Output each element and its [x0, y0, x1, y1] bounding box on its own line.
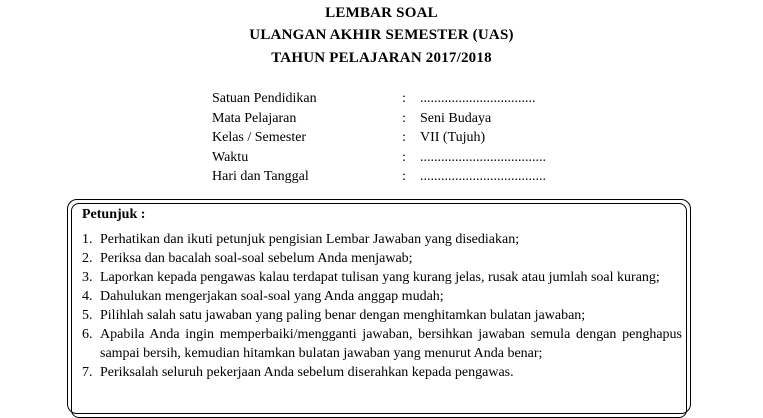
instruction-item	[82, 325, 682, 363]
instruction-text: Pilihlah salah satu jawaban yang paling benar dengan menghitamkan bulatan jawaban;	[100, 308, 586, 323]
info-colon: :	[402, 149, 406, 165]
instruction-number: 3.	[82, 270, 93, 285]
info-value: VII (Tujuh)	[420, 130, 486, 145]
instruction-text: Laporkan kepada pengawas kalau terdapat tulisan yang kurang jelas, rusak atau jumlah soal kurang;	[100, 270, 660, 285]
instruction-number: 6.	[82, 327, 93, 342]
instructions-list	[82, 230, 682, 382]
instruction-number: 5.	[82, 308, 93, 323]
info-colon: :	[402, 169, 406, 184]
exam-name: ULANGAN AKHIR SEMESTER (UAS)	[249, 27, 514, 43]
instruction-text: Perhatikan dan ikuti petunjuk pengisian Lembar Jawaban yang disediakan;	[100, 232, 520, 247]
instruction-number: 1.	[82, 232, 93, 247]
instruction-text: Periksalah seluruh pekerjaan Anda sebelum diserahkan kepada pengawas.	[100, 365, 514, 380]
instruction-item	[82, 249, 682, 268]
instruction-text: Dahulukan mengerjakan soal-soal yang Anda anggap mudah;	[100, 289, 444, 304]
info-value: ....................................	[420, 149, 546, 165]
info-value: ....................................	[420, 169, 546, 184]
instruction-item	[82, 306, 682, 325]
instruction-text: Periksa dan bacalah soal-soal sebelum Anda menjawab;	[100, 251, 413, 266]
instruction-item	[82, 230, 682, 249]
instruction-item	[82, 287, 682, 306]
instruction-number: 4.	[82, 289, 93, 304]
info-label: Hari dan Tanggal	[212, 169, 309, 184]
info-label: Mata Pelajaran	[212, 110, 297, 126]
instruction-number: 7.	[82, 365, 93, 380]
instruction-item	[82, 363, 682, 382]
info-value: Seni Budaya	[420, 110, 492, 126]
info-label: Kelas / Semester	[212, 130, 307, 145]
instruction-text: Apabila Anda ingin memperbaiki/mengganti jawaban, bersihkan jawaban semula dengan penghapus sampai bersih, kemudian hitamkan bulatan jawaban yang menurut Anda benar;	[100, 327, 682, 361]
instruction-item	[82, 268, 682, 287]
info-colon: :	[402, 130, 406, 145]
document-title: LEMBAR SOAL	[325, 5, 438, 21]
info-label: Waktu	[212, 149, 249, 165]
info-colon: :	[402, 110, 406, 126]
info-value: .................................	[420, 91, 536, 106]
info-colon: :	[402, 91, 406, 106]
info-label: Satuan Pendidikan	[212, 91, 317, 106]
instruction-number: 2.	[82, 251, 93, 266]
instructions-title: Petunjuk :	[82, 207, 146, 222]
academic-year: TAHUN PELAJARAN 2017/2018	[271, 50, 492, 66]
